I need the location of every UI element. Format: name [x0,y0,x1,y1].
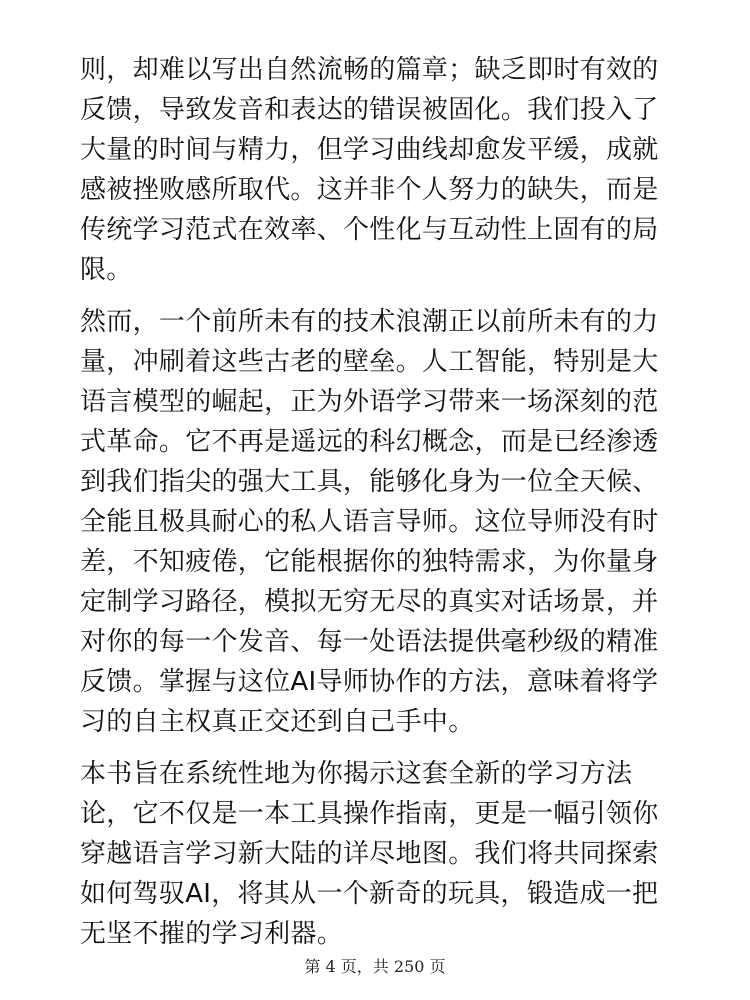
paragraph-1 [80,50,670,290]
text-line: 穿越语言学习新大陆的详尽地图。我们将共同探索 [80,839,659,869]
paragraph-2 [80,302,670,742]
text-line: 本书旨在系统性地为你揭示这套全新的学习方法 [80,759,633,789]
text-line: 如何驾驭AI，将其从一个新奇的玩具，锻造成一把 [80,879,659,909]
paragraph-3 [80,754,670,954]
page-number: 第 4 页，共 250 页 [304,957,446,976]
text-line: 反馈。掌握与这位AI导师协作的方法，意味着将学 [80,667,659,697]
text-line: 语言模型的崛起，正为外语学习带来一场深刻的范 [80,387,659,417]
text-line: 论，它不仅是一本工具操作指南，更是一幅引领你 [80,799,659,829]
text-line: 到我们指尖的强大工具，能够化身为一位全天候、 [80,467,659,497]
text-line: 定制学习路径，模拟无穷无尽的真实对话场景，并 [80,587,659,617]
text-line: 习的自主权真正交还到自己手中。 [80,707,475,737]
text-line: 大量的时间与精力，但学习曲线却愈发平缓，成就 [80,135,659,165]
text-line: 对你的每一个发音、每一处语法提供毫秒级的精准 [80,627,659,657]
text-line: 式革命。它不再是遥远的科幻概念，而是已经渗透 [80,427,659,457]
text-line: 然而，一个前所未有的技术浪潮正以前所未有的力 [80,307,659,337]
text-line: 反馈，导致发音和表达的错误被固化。我们投入了 [80,95,659,125]
text-line: 限。 [80,255,133,285]
text-line: 传统学习范式在效率、个性化与互动性上固有的局 [80,215,659,245]
text-line: 量，冲刷着这些古老的壁垒。人工智能，特别是大 [80,347,659,377]
text-line: 差，不知疲倦，它能根据你的独特需求，为你量身 [80,547,659,577]
text-line: 感被挫败感所取代。这并非个人努力的缺失，而是 [80,175,659,205]
text-line: 全能且极具耐心的私人语言导师。这位导师没有时 [80,507,659,537]
text-line: 则，却难以写出自然流畅的篇章；缺乏即时有效的 [80,55,659,85]
body-text [80,50,670,966]
text-line: 无坚不摧的学习利器。 [80,919,344,949]
